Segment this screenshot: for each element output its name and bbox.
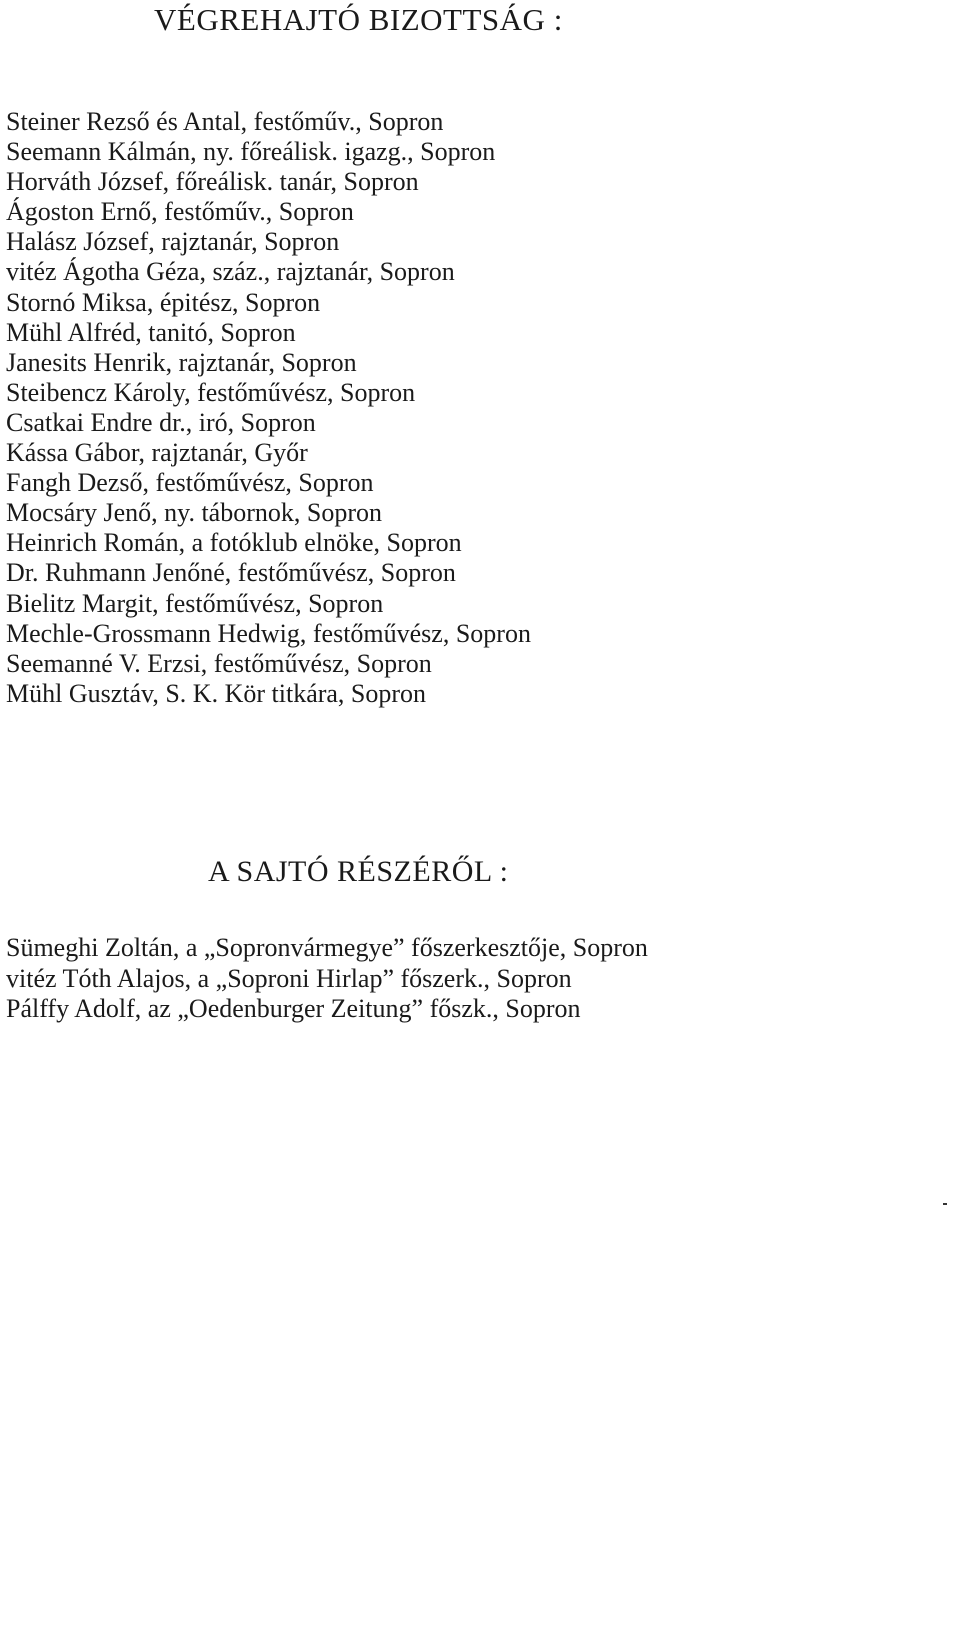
- committee-member: Steiner Rezső és Antal, festőműv., Sopron: [6, 107, 444, 136]
- committee-member: vitéz Ágotha Géza, száz., rajztanár, Sopron: [6, 257, 455, 287]
- committee-member: Fangh Dezső, festőművész, Sopron: [6, 468, 374, 498]
- committee-member: Ágoston Ernő, festőműv., Sopron: [6, 197, 354, 227]
- committee-member: Mühl Gusztáv, S. K. Kör titkára, Sopron: [6, 678, 427, 708]
- committee-member: Steibencz Károly, festőművész, Sopron: [6, 377, 416, 407]
- page-speck: [943, 1203, 947, 1205]
- committee-member: Seemanné V. Erzsi, festőművész, Sopron: [6, 648, 432, 678]
- committee-member: Horváth József, főreálisk. tanár, Sopron: [6, 167, 419, 197]
- committee-member: Halász József, rajztanár, Sopron: [6, 227, 340, 257]
- committee-heading: VÉGREHAJTÓ BIZOTTSÁG :: [154, 2, 563, 37]
- press-member-list: [6, 933, 648, 1025]
- committee-member-list: [6, 107, 531, 709]
- press-member: vitéz Tóth Alajos, a „Soproni Hirlap” főszerk., Sopron: [6, 963, 572, 993]
- committee-member: Mühl Alfréd, tanitó, Sopron: [6, 317, 296, 347]
- committee-member: Mocsáry Jenő, ny. tábornok, Sopron: [6, 498, 382, 528]
- committee-member: Mechle-Grossmann Hedwig, festőművész, Sopron: [6, 618, 531, 648]
- press-heading: A SAJTÓ RÉSZÉRŐL :: [208, 855, 509, 888]
- committee-member: Heinrich Román, a fotóklub elnöke, Sopron: [6, 528, 462, 558]
- committee-member: Dr. Ruhmann Jenőné, festőművész, Sopron: [6, 558, 456, 588]
- committee-member: Seemann Kálmán, ny. főreálisk. igazg., Sopron: [6, 137, 496, 167]
- committee-member: Janesits Henrik, rajztanár, Sopron: [6, 347, 357, 377]
- press-member: Pálffy Adolf, az „Oedenburger Zeitung” főszk., Sopron: [6, 994, 581, 1023]
- committee-member: Kássa Gábor, rajztanár, Győr: [6, 438, 308, 468]
- committee-member: Csatkai Endre dr., iró, Sopron: [6, 407, 316, 437]
- press-member: Sümeghi Zoltán, a „Sopronvármegye” főszerkesztője, Sopron: [6, 933, 648, 962]
- committee-member: Stornó Miksa, épitész, Sopron: [6, 287, 321, 317]
- committee-member: Bielitz Margit, festőművész, Sopron: [6, 588, 384, 618]
